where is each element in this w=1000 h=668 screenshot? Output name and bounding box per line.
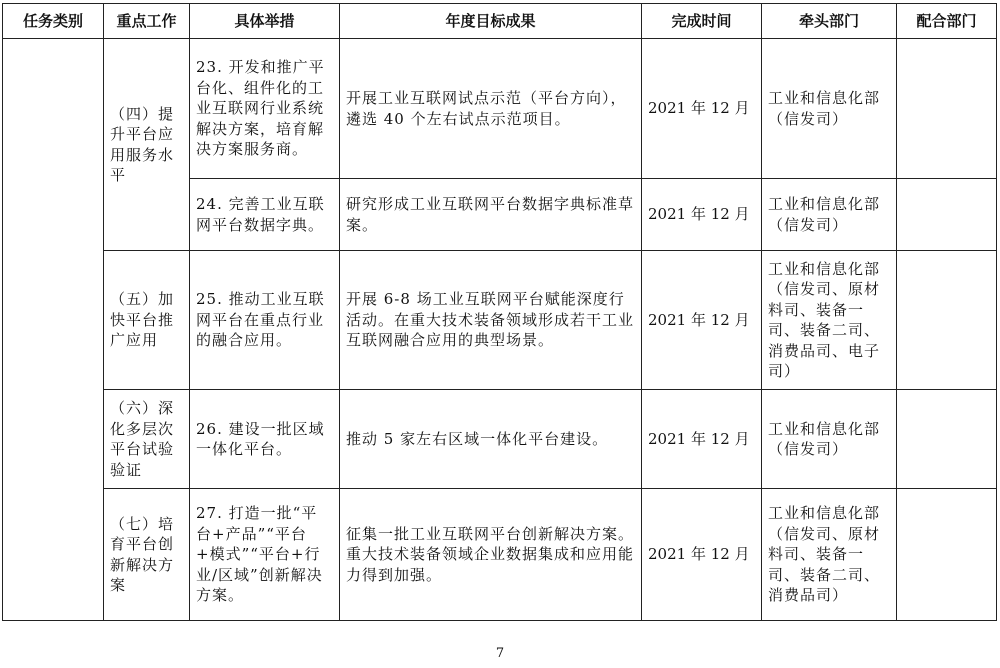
header-supporting-department: 配合部门 [897,4,997,39]
goal-cell: 推动 5 家左右区域一体化平台建设。 [340,390,642,489]
task-category-cell [3,39,104,621]
goal-cell: 征集一批工业互联网平台创新解决方案。重大技术装备领域企业数据集成和应用能力得到加强。 [340,489,642,621]
supporting-department-cell [897,489,997,621]
task-table [2,3,997,621]
header-annual-goal: 年度目标成果 [340,4,642,39]
goal-cell: 开展工业互联网试点示范（平台方向），遴选 40 个左右试点示范项目。 [340,39,642,179]
supporting-department-cell [897,179,997,251]
table-row [3,390,997,489]
time-cell: 2021 年 12 月 [642,489,762,621]
table-row [3,39,997,179]
page-number: 7 [495,646,505,661]
time-cell: 2021 年 12 月 [642,251,762,390]
lead-department-cell: 工业和信息化部（信发司、原材料司、装备一司、装备二司、消费品司、电子司） [762,251,897,390]
key-work-cell: （七）培育平台创新解决方案 [104,489,190,621]
lead-department-cell: 工业和信息化部（信发司） [762,179,897,251]
supporting-department-cell [897,390,997,489]
measure-cell: 25. 推动工业互联网平台在重点行业的融合应用。 [190,251,340,390]
time-cell: 2021 年 12 月 [642,39,762,179]
header-lead-department: 牵头部门 [762,4,897,39]
header-row [3,4,997,39]
measure-cell: 27. 打造一批“平台+产品”“平台+模式”“平台+行业/区域”创新解决方案。 [190,489,340,621]
measure-cell: 26. 建设一批区域一体化平台。 [190,390,340,489]
header-completion-time: 完成时间 [642,4,762,39]
time-cell: 2021 年 12 月 [642,179,762,251]
header-measures: 具体举措 [190,4,340,39]
lead-department-cell: 工业和信息化部（信发司） [762,39,897,179]
header-task-category: 任务类别 [3,4,104,39]
key-work-cell: （六）深化多层次平台试验验证 [104,390,190,489]
goal-cell: 研究形成工业互联网平台数据字典标准草案。 [340,179,642,251]
lead-department-cell: 工业和信息化部（信发司、原材料司、装备一司、装备二司、消费品司） [762,489,897,621]
supporting-department-cell [897,251,997,390]
table-row [3,489,997,621]
lead-department-cell: 工业和信息化部（信发司） [762,390,897,489]
supporting-department-cell [897,39,997,179]
time-cell: 2021 年 12 月 [642,390,762,489]
table-row [3,251,997,390]
goal-cell: 开展 6-8 场工业互联网平台赋能深度行活动。在重大技术装备领域形成若干工业互联网融合应用的典型场景。 [340,251,642,390]
key-work-cell: （五）加快平台推广应用 [104,251,190,390]
measure-cell: 24. 完善工业互联网平台数据字典。 [190,179,340,251]
key-work-cell: （四）提升平台应用服务水平 [104,39,190,251]
header-key-work: 重点工作 [104,4,190,39]
measure-cell: 23. 开发和推广平台化、组件化的工业互联网行业系统解决方案，培育解决方案服务商。 [190,39,340,179]
